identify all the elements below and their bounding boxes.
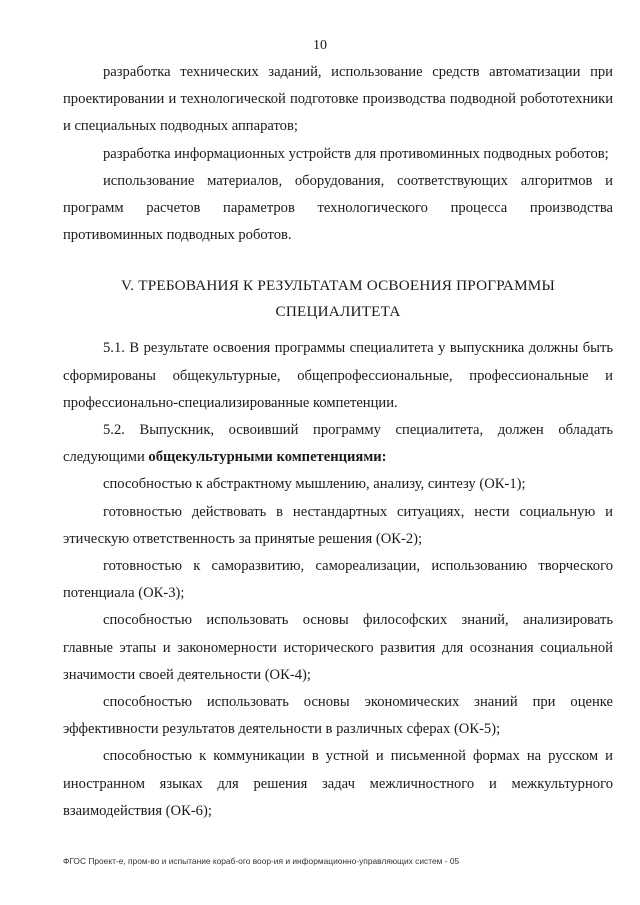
section-heading-line: СПЕЦИАЛИТЕТА bbox=[275, 303, 401, 321]
competency-item: способностью использовать основы экономических знаний при оценке эффективности результатов деятельности в различных сферах (ОК-5); bbox=[63, 694, 613, 738]
competency-item: готовностью к саморазвитию, самореализации, использованию творческого потенциала (ОК-3); bbox=[63, 558, 613, 602]
paragraph-5-2-bold: общекультурными компетенциями: bbox=[148, 449, 387, 466]
page-footer: ФГОС Проект-е, пром-во и испытание кораб-ого воор-ия и информационно-управляющих систем - 05 bbox=[63, 856, 460, 866]
paragraph: разработка информационных устройств для противоминных подводных роботов; bbox=[103, 145, 609, 162]
paragraph: разработка технических заданий, использование средств автоматизации при проектировании и технологической подготовке производства подводной робототехники и специальных подводных аппаратов; bbox=[63, 64, 613, 135]
paragraph-5-2-text: 5.2. Выпускник, освоивший программу специалитета, должен обладать следующими bbox=[63, 422, 613, 466]
section-heading-line: V. ТРЕБОВАНИЯ К РЕЗУЛЬТАТАМ ОСВОЕНИЯ ПРОГРАММЫ bbox=[121, 277, 555, 295]
competency-item: способностью к абстрактному мышлению, анализу, синтезу (ОК-1); bbox=[103, 476, 526, 493]
paragraph-5-1: 5.1. В результате освоения программы специалитета у выпускника должны быть сформированы общекультурные, общепрофессиональные, профессиональные и профессионально-специализированные компетенции. bbox=[63, 340, 613, 411]
page-number: 10 bbox=[313, 38, 327, 53]
page-body bbox=[63, 59, 613, 825]
paragraph-5-2 bbox=[63, 417, 613, 471]
section-heading bbox=[63, 273, 613, 325]
competency-item: способностью использовать основы философских знаний, анализировать главные этапы и закономерности исторического развития для осознания социальной значимости своей деятельности (ОК-4); bbox=[63, 612, 613, 683]
competency-item: способностью к коммуникации в устной и письменной формах на русском и иностранном языках для решения задач межличностного и межкультурного взаимодействия (ОК-6); bbox=[63, 748, 613, 819]
competency-item: готовностью действовать в нестандартных ситуациях, нести социальную и этическую ответственность за принятые решения (ОК-2); bbox=[63, 503, 613, 547]
paragraph: использование материалов, оборудования, соответствующих алгоритмов и программ расчетов параметров технологического процесса производства противоминных подводных роботов. bbox=[63, 172, 613, 244]
